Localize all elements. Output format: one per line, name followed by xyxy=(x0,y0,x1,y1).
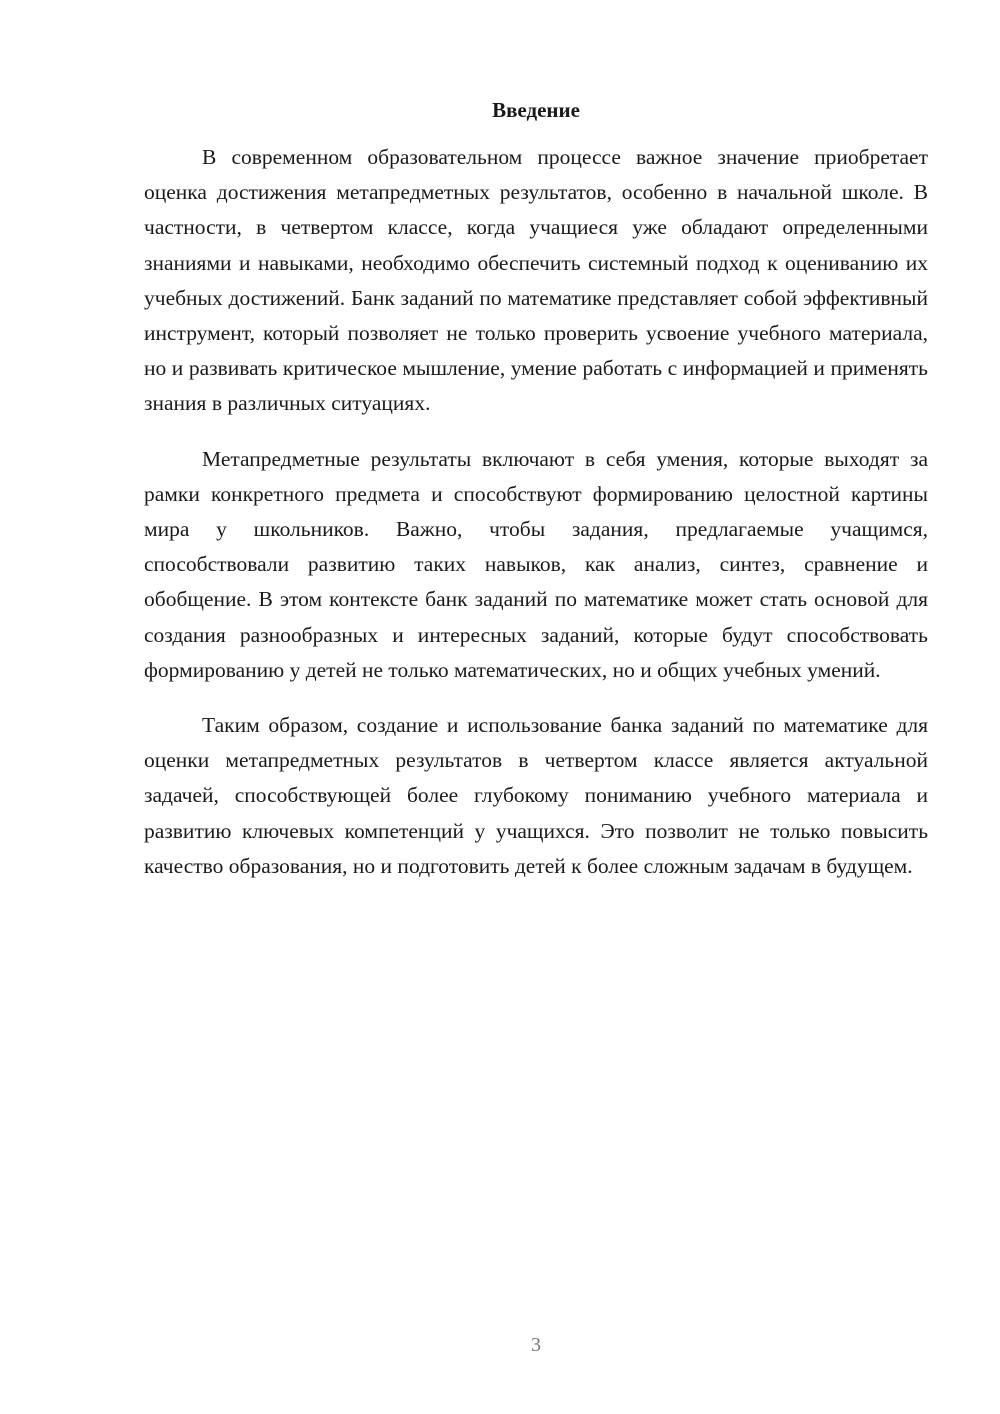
paragraph-3: Таким образом, создание и использование банка заданий по математике для оценки метапредметных результатов в четвертом классе является актуальной задачей, способствующей более глубокому пониманию учебного материала и развитию ключевых компетенций у учащихся. Это позволит не только повысить качество образования, но и подготовить детей к более сложным задачам в будущем. xyxy=(144,713,928,878)
page-content xyxy=(144,94,928,904)
section-heading: Введение xyxy=(492,98,580,122)
paragraph-1: В современном образовательном процессе важное значение приобретает оценка достижения метапредметных результатов, особенно в начальной школе. В частности, в четвертом классе, когда учащиеся уже обладают определенными знаниями и навыками, необходимо обеспечить системный подход к оцениванию их учебных достижений. Банк заданий по математике представляет собой эффективный инструмент, который позволяет не только проверить усвоение учебного материала, но и развивать критическое мышление, умение работать с информацией и применять знания в различных ситуациях. xyxy=(144,145,928,416)
page-number: 3 xyxy=(531,1334,541,1356)
paragraph-2: Метапредметные результаты включают в себя умения, которые выходят за рамки конкретного предмета и способствуют формированию целостной картины мира у школьников. Важно, чтобы задания, предлагаемые учащимся, способствовали развитию таких навыков, как анализ, синтез, сравнение и обобщение. В этом контексте банк заданий по математике может стать основой для создания разнообразных и интересных заданий, которые будут способствовать формированию у детей не только математических, но и общих учебных умений. xyxy=(144,446,928,682)
